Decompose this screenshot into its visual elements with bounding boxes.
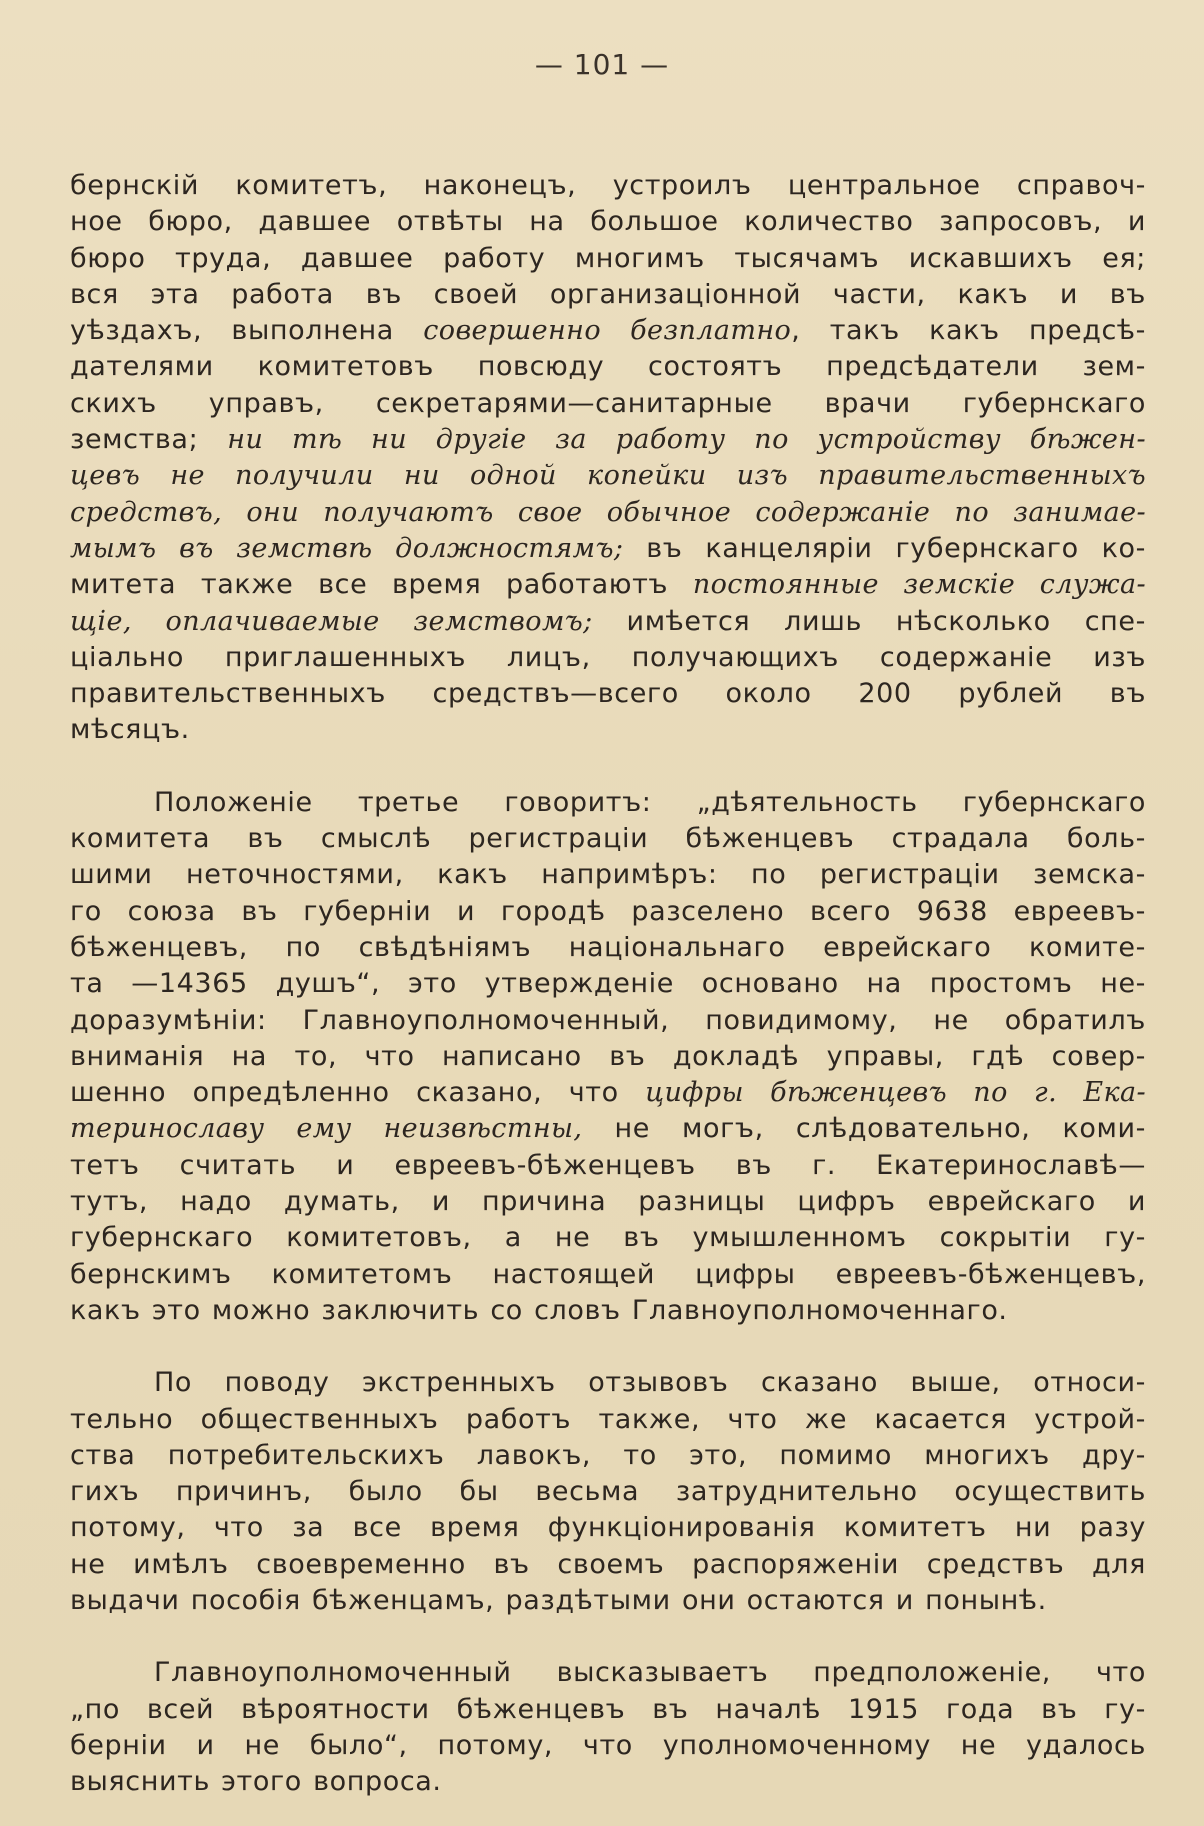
text-line (70, 422, 1146, 458)
text-segment: мѣсяцъ. (70, 714, 190, 746)
text-line (70, 567, 1146, 603)
text-line (70, 386, 1146, 422)
text-segment: выдачи пособія бѣженцамъ, раздѣтыми они остаются и понынѣ. (70, 1584, 1047, 1616)
text-segment: въ канцеляріи губернскаго ко- (623, 532, 1146, 564)
text-segment: выяснить этого вопроса. (70, 1766, 442, 1798)
text-line (70, 1583, 1146, 1619)
text-segment: уѣздахъ, выполнена (70, 315, 424, 347)
text-segment: потому, что за все время функціонированія комитетъ ни разу (70, 1512, 1146, 1544)
paragraph-gap (70, 1329, 1146, 1365)
text-line (70, 785, 1146, 821)
paragraph (70, 785, 1146, 1329)
text-segment: тутъ, надо думать, и причина разницы цифръ еврейскаго и (70, 1186, 1146, 1218)
text-line (70, 1402, 1146, 1438)
text-segment: ства потребительскихъ лавокъ, то это, помимо многихъ дру- (70, 1439, 1146, 1471)
text-segment: митета также все время работаютъ (70, 569, 693, 601)
italic-text: цифры бѣженцевъ по г. Ека- (645, 1077, 1146, 1109)
text-segment: ное бюро, давшее отвѣты на большое количество запросовъ, и (70, 206, 1146, 238)
paragraph (70, 168, 1146, 749)
italic-text: ни тѣ ни другіе за работу по устройству бѣжен- (227, 424, 1147, 456)
text-line (70, 857, 1146, 893)
text-segment: вниманія на то, что написано въ докладѣ управы, гдѣ совер- (70, 1040, 1146, 1072)
text-segment: берніи и не было“, потому, что уполномоченному не удалось (70, 1729, 1146, 1761)
text-line (70, 1547, 1146, 1583)
text-segment: доразумѣніи: Главноуполномоченный, повидимому, не обратилъ (70, 1004, 1146, 1036)
paragraph (70, 1655, 1146, 1800)
italic-text: теринославу ему неизвѣстны, (70, 1113, 583, 1145)
italic-text: постоянные земскіе служа- (692, 569, 1146, 601)
text-line (70, 1764, 1146, 1800)
text-segment: Положеніе третье говоритъ: „дѣятельность губернскаго (154, 786, 1146, 818)
text-segment: не имѣлъ своевременно въ своемъ распоряженіи средствъ для (70, 1548, 1146, 1580)
text-segment: шими неточностями, какъ напримѣръ: по регистраціи земска- (70, 859, 1146, 891)
text-line (70, 1474, 1146, 1510)
text-line (70, 349, 1146, 385)
text-line (70, 1111, 1146, 1147)
text-segment: земства; (70, 424, 228, 456)
text-segment: дателями комитетовъ повсюду состоятъ предсѣдатели зем- (70, 351, 1146, 383)
text-line (70, 1692, 1146, 1728)
text-segment: имѣется лишь нѣсколько спе- (592, 605, 1146, 637)
text-line (70, 1728, 1146, 1764)
text-line (70, 168, 1146, 204)
text-line (70, 204, 1146, 240)
text-line (70, 1148, 1146, 1184)
italic-text: щіе, оплачиваемые земствомъ; (70, 605, 593, 637)
text-line (70, 1257, 1146, 1293)
text-segment: , такъ какъ предсѣ- (791, 315, 1147, 347)
text-segment: скихъ управъ, секретарями—санитарные врачи губернскаго (70, 387, 1146, 419)
text-segment: ціально приглашенныхъ лицъ, получающихъ содержаніе изъ (70, 641, 1146, 673)
text-segment: вся эта работа въ своей организаціонной части, какъ и въ (70, 278, 1146, 310)
paragraph-gap (70, 749, 1146, 785)
text-segment: гихъ причинъ, было бы весьма затруднительно осуществить (70, 1476, 1146, 1508)
page-number: — 101 — (534, 48, 670, 81)
text-line (70, 241, 1146, 277)
text-segment: какъ это можно заключить со словъ Главноуполномоченнаго. (70, 1294, 1008, 1326)
text-line (70, 458, 1146, 494)
text-segment: „по всей вѣроятности бѣженцевъ въ началѣ 1915 года въ гу- (70, 1693, 1146, 1725)
text-line (70, 894, 1146, 930)
text-segment: Главноуполномоченный высказываетъ предположеніе, что (154, 1657, 1146, 1689)
text-line (70, 930, 1146, 966)
paragraph-gap (70, 1619, 1146, 1655)
text-segment: го союза въ губерніи и городѣ разселено всего 9638 евреевъ- (70, 895, 1146, 927)
paragraph (70, 1365, 1146, 1619)
text-segment: тельно общественныхъ работъ также, что же касается устрой- (70, 1403, 1146, 1435)
text-line (70, 1003, 1146, 1039)
text-segment: бюро труда, давшее работу многимъ тысячамъ искавшихъ ея; (70, 242, 1146, 274)
text-line (70, 712, 1146, 748)
text-segment: тетъ считать и евреевъ-бѣженцевъ въ г. Екатеринославѣ— (70, 1149, 1146, 1181)
text-line (70, 640, 1146, 676)
text-line (70, 531, 1146, 567)
text-line (70, 495, 1146, 531)
text-line (70, 676, 1146, 712)
text-segment: шенно опредѣленно сказано, что (70, 1077, 646, 1109)
text-line (70, 966, 1146, 1002)
text-line (70, 1438, 1146, 1474)
text-segment: правительственныхъ средствъ—всего около 200 рублей въ (70, 678, 1146, 710)
text-line (70, 1184, 1146, 1220)
text-line (70, 1655, 1146, 1691)
text-segment: бѣженцевъ, по свѣдѣніямъ національнаго еврейскаго комите- (70, 931, 1146, 963)
text-line (70, 1075, 1146, 1111)
italic-text: совершенно безплатно (423, 315, 792, 347)
text-line (70, 1510, 1146, 1546)
text-line (70, 821, 1146, 857)
text-line (70, 277, 1146, 313)
italic-text: средствъ, они получаютъ свое обычное содержаніе по занимае- (70, 496, 1146, 528)
text-line (70, 1039, 1146, 1075)
text-segment: не могъ, слѣдовательно, коми- (582, 1113, 1146, 1145)
text-line (70, 1365, 1146, 1401)
text-segment: По поводу экстренныхъ отзывовъ сказано выше, относи- (154, 1367, 1146, 1399)
text-segment: бернскій комитетъ, наконецъ, устроилъ центральное справоч- (70, 170, 1146, 201)
text-line (70, 604, 1146, 640)
text-line (70, 1293, 1146, 1329)
text-segment: та —14365 душъ“, это утвержденіе основано на простомъ не- (70, 968, 1146, 1000)
text-line (70, 313, 1146, 349)
text-line (70, 1220, 1146, 1256)
text-segment: губернскаго комитетовъ, а не въ умышленномъ сокрытіи гу- (70, 1222, 1146, 1254)
italic-text: мымъ въ земствѣ должностямъ; (70, 532, 624, 564)
text-segment: комитета въ смыслѣ регистраціи бѣженцевъ страдала боль- (70, 823, 1146, 855)
text-segment: бернскимъ комитетомъ настоящей цифры евреевъ-бѣженцевъ, (70, 1258, 1146, 1290)
body-text (70, 168, 1146, 1800)
italic-text: цевъ не получили ни одной копейки изъ правительственныхъ (70, 460, 1146, 492)
